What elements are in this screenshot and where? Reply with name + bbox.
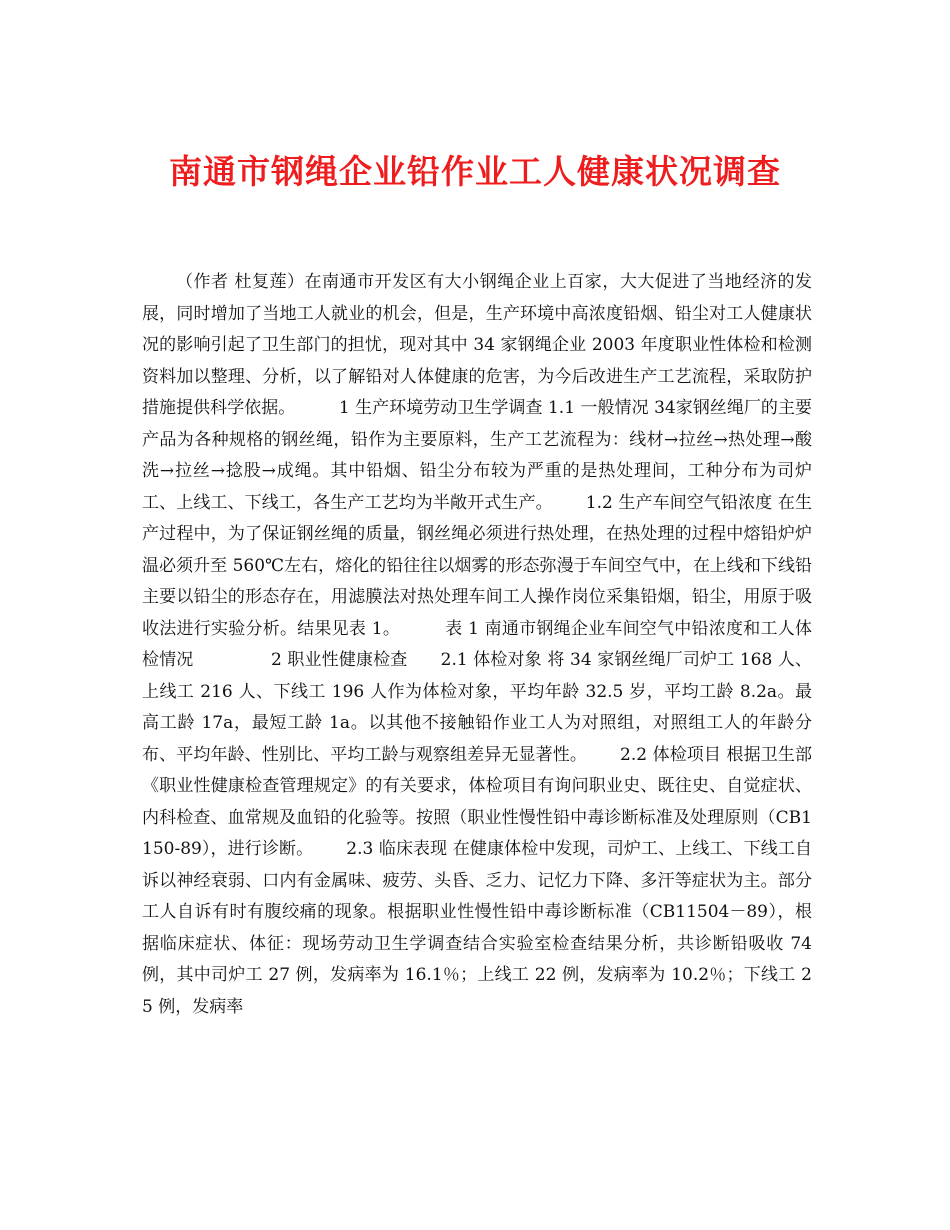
document-title: 南通市钢绳企业铅作业工人健康状况调查 xyxy=(169,152,781,192)
body-paragraph: （作者 杜复莲）在南通市开发区有大小钢绳企业上百家，大大促进了当地经济的发展，同时增加了当地工人就业的机会，但是，生产环境中高浓度铅烟、铅尘对工人健康状况的影响引起了卫生部门的担忧，现对其中 34 家钢绳企业 2003 年度职业性体检和检测资料加以整理、分析，以了解铅对人体健康的危害，为今后改进生产工艺流程，采取防护措施提供科学依据。 1 生产环境劳动卫生学调查 1.1 一般情况 34家钢丝绳厂的主要产品为各种规格的钢丝绳，铅作为主要原料，生产工艺流程为：线材→拉丝→热处理→酸洗→拉丝→捻股→成绳。其中铅烟、铅尘分布较为严重的是热处理间，工种分布为司炉工、上线工、下线工，各生产工艺均为半敞开式生产。 1.2 生产车间空气铅浓度 在生产过程中，为了保证钢丝绳的质量，钢丝绳必须进行热处理，在热处理的过程中熔铅炉炉温必须升至 560℃左右，熔化的铅往往以烟雾的形态弥漫于车间空气中，在上线和下线铅主要以铅尘的形态存在，用滤膜法对热处理车间工人操作岗位采集铅烟，铅尘，用原于吸收法进行实验分析。结果见表 1。 表 1 南通市钢绳企业车间空气中铅浓度和工人体检情况 2 职业性健康检查 2.1 体检对象 将 34 家钢丝绳厂司炉工 168 人、上线工 216 人、下线工 196 人作为体检对象，平均年龄 32.5 岁，平均工龄 8.2a。最高工龄 17a，最短工龄 1a。以其他不接触铅作业工人为对照组，对照组工人的年龄分布、平均年龄、性别比、平均工龄与观察组差异无显著性。 2.2 体检项目 根据卫生部《职业性健康检查管理规定》的有关要求，体检项目有询问职业史、既往史、自觉症状、内科检查、血常规及血铅的化验等。按照（职业性慢性铅中毒诊断标准及处理原则（CB1150-89），进行诊断。 2.3 临床表现 在健康体检中发现，司炉工、上线工、下线工自诉以神经衰弱、口内有金属味、疲劳、头昏、乏力、记忆力下降、多汗等症状为主。部分工人自诉有时有腹绞痛的现象。根据职业性慢性铅中毒诊断标准（CB11504－89），根据临床症状、体征：现场劳动卫生学调查结合实验室检查结果分析，共诊断铅吸收 74 例，其中司炉工 27 例，发病率为 16.1％；上线工 22 例，发病率为 10.2％；下线工 25 例，发病率 xyxy=(142,272,818,1017)
document-body xyxy=(142,204,818,1086)
